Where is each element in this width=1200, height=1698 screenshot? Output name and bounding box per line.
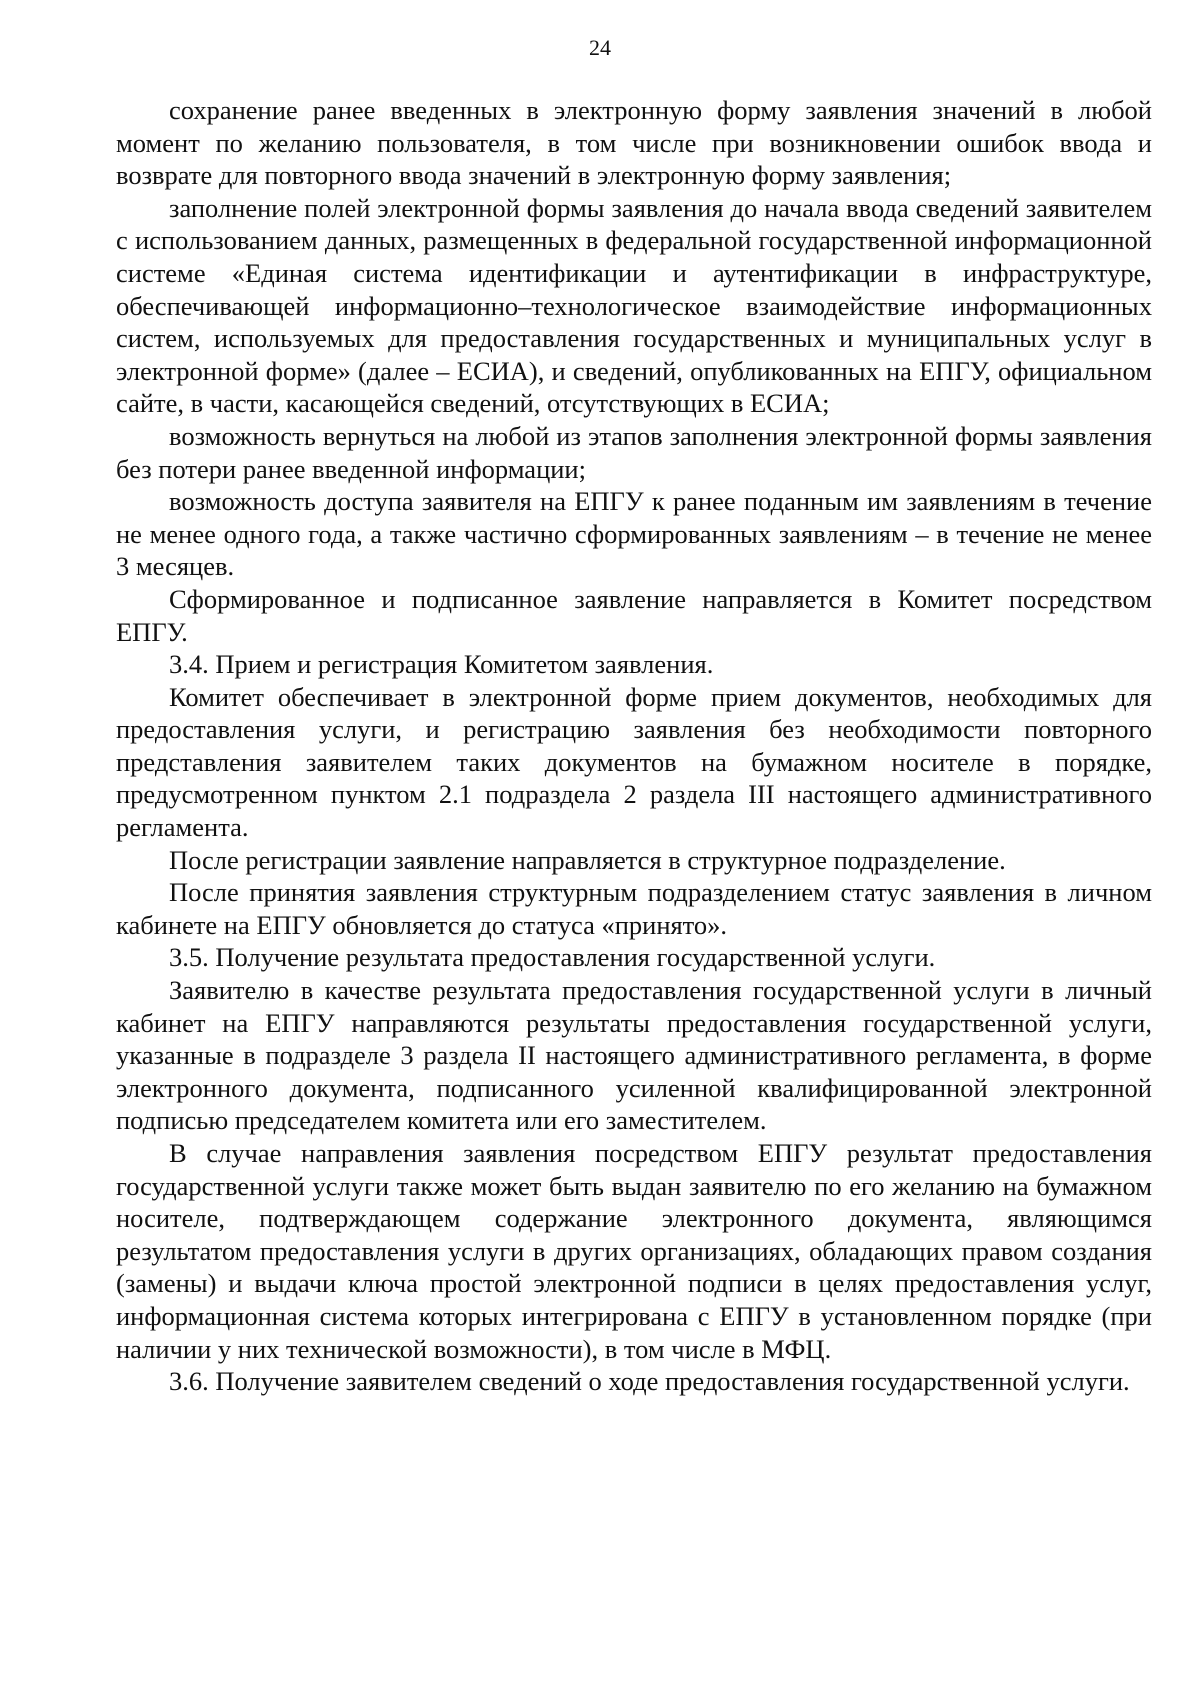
section-heading-3-5: 3.5. Получение результата предоставления государственной услуги. xyxy=(169,942,936,973)
section-heading-3-4: 3.4. Прием и регистрация Комитетом заявления. xyxy=(169,649,714,680)
paragraph-after-registration: После регистрации заявление направляется в структурное подразделение. xyxy=(169,844,1006,875)
section-heading-3-6: 3.6. Получение заявителем сведений о ходе предоставления государственной услуги. xyxy=(169,1366,1130,1397)
paragraph-status-update: После принятия заявления структурным подразделением статус заявления в личном кабинете на ЕПГУ обновляется до статуса «принято». xyxy=(116,877,1152,940)
page-number: 24 xyxy=(589,35,611,60)
paragraph-autofill-esia: заполнение полей электронной формы заявления до начала ввода сведений заявителем с использованием данных, размещенных в федеральной государственной информационной системе «Единая система идентификации и аутентификации в инфраструктуре, обеспечивающей информационно–технологическое взаимодействие информационных систем, используемых для предоставления государственных и муниципальных услуг в электронной форме» (далее – ЕСИА), и сведений, опубликованных на ЕПГУ, официальном сайте, в части, касающейся сведений, отсутствующих в ЕСИА; xyxy=(116,192,1152,419)
paragraph-paper-result: В случае направления заявления посредством ЕПГУ результат предоставления государственной услуги также может быть выдан заявителю по его желанию на бумажном носителе, подтверждающем содержание электронного документа, являющимся результатом предоставления услуги в других организациях, обладающих правом создания (замены) и выдачи ключа простой электронной подписи в целях предоставления услуг, информационная система которых интегрирована с ЕПГУ в установленном порядке (при наличии у них технической возможности), в том числе в МФЦ. xyxy=(116,1138,1152,1364)
paragraph-committee-reception: Комитет обеспечивает в электронной форме прием документов, необходимых для предоставления услуги, и регистрацию заявления без необходимости повторного представления заявителем таких документов на бумажном носителе в порядке, предусмотренном пунктом 2.1 подраздела 2 раздела III настоящего административного регламента. xyxy=(116,681,1152,843)
paragraph-return-to-step: возможность вернуться на любой из этапов заполнения электронной формы заявления без потери ранее введенной информации; xyxy=(116,420,1152,484)
document-body xyxy=(116,94,1152,1398)
paragraph-result-delivery: Заявителю в качестве результата предоставления государственной услуги в личный кабинет на ЕПГУ направляются результаты предоставления государственной услуги, указанные в подразделе 3 раздела II настоящего административного регламента, в форме электронного документа, подписанного усиленной квалифицированной электронной подписью председателем комитета или его заместителем. xyxy=(116,975,1152,1136)
paragraph-application-sent: Сформированное и подписанное заявление направляется в Комитет посредством ЕПГУ. xyxy=(116,583,1152,647)
paragraph-save-values: сохранение ранее введенных в электронную форму заявления значений в любой момент по желанию пользователя, в том числе при возникновении ошибок ввода и возврате для повторного ввода значений в электронную форму заявления; xyxy=(116,95,1152,191)
paragraph-access-applications: возможность доступа заявителя на ЕПГУ к ранее поданным им заявлениям в течение не менее одного года, а также частично сформированных заявлениям – в течение не менее 3 месяцев. xyxy=(116,486,1152,582)
